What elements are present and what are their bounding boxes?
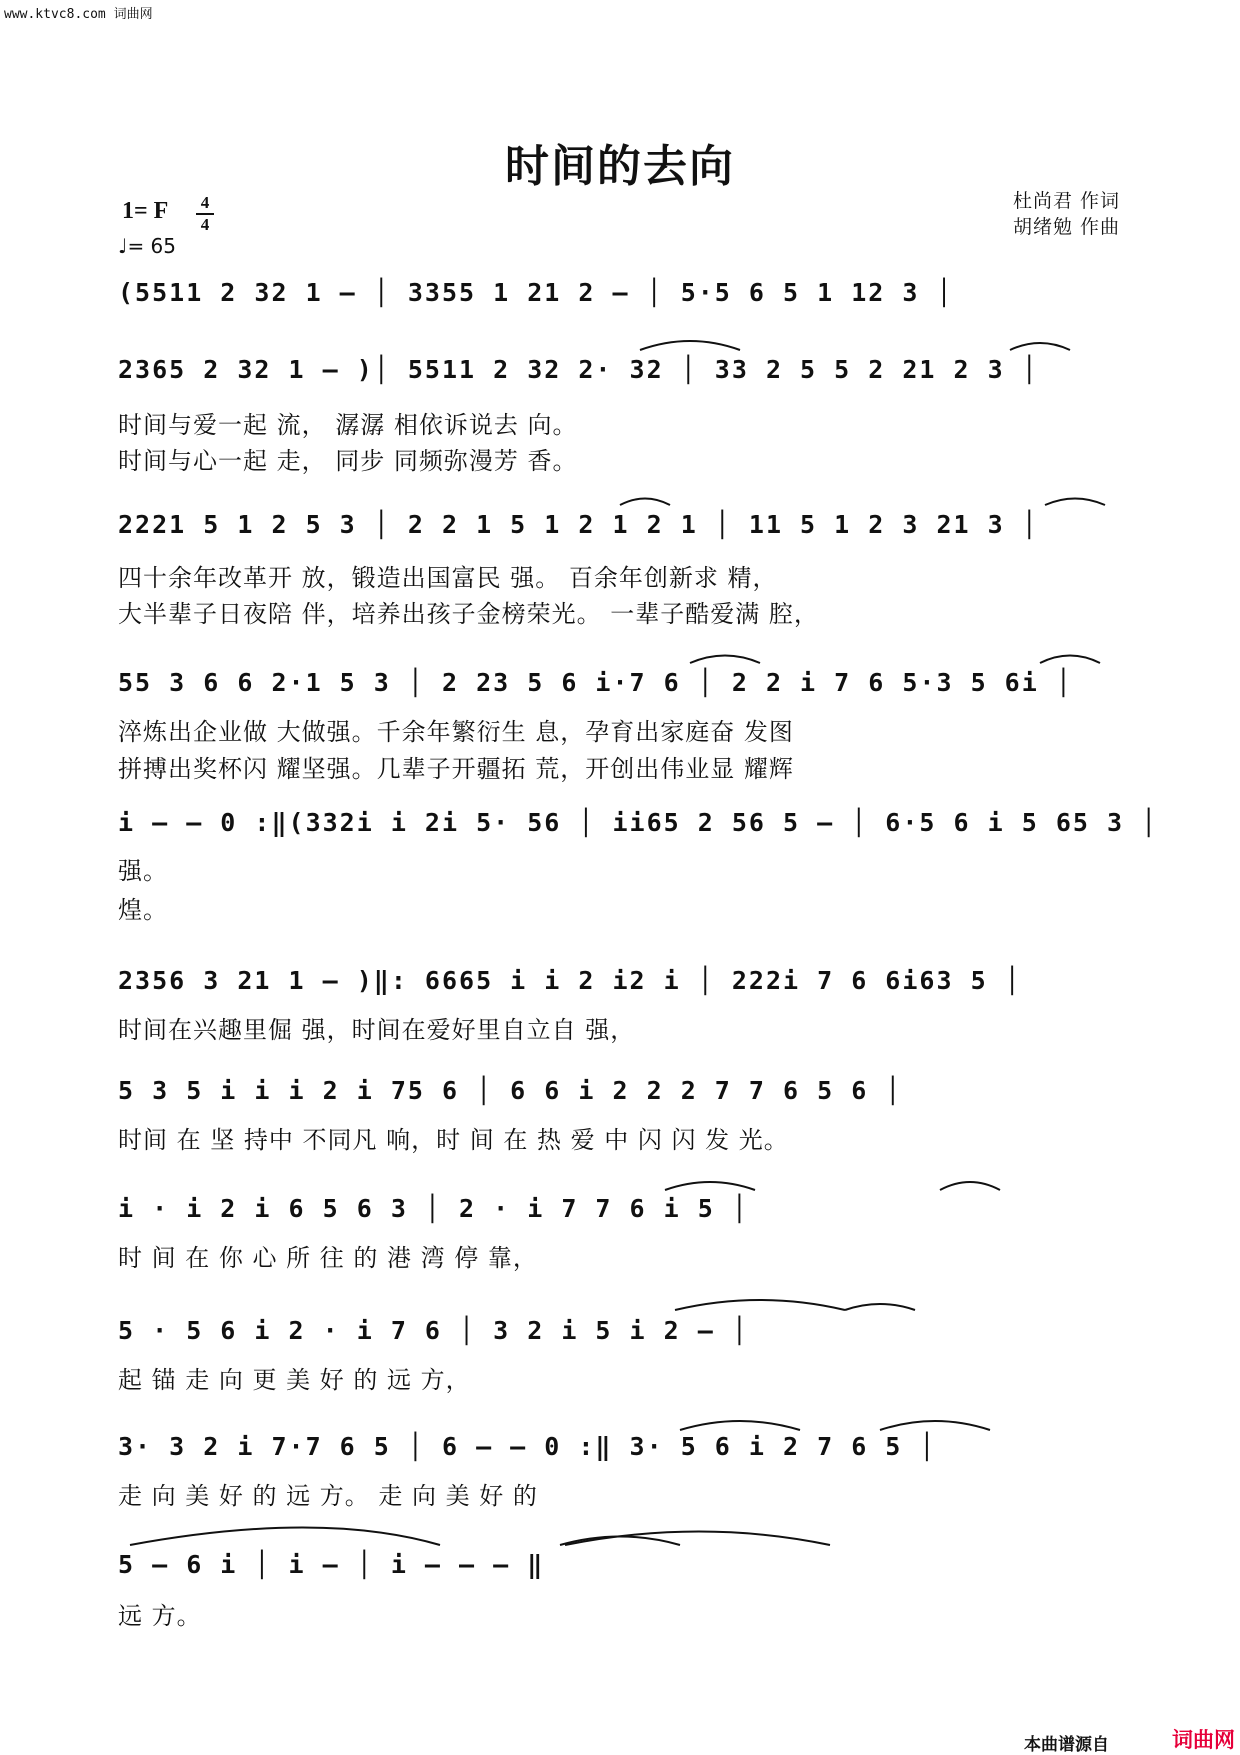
footer-source: 本曲谱源自 xyxy=(1024,1735,1109,1755)
lyric-line-4b: 拼搏出奖杯闪 耀坚强。几辈子开疆拓 荒，开创出伟业显 耀辉 xyxy=(118,755,794,783)
tempo-marking: ♩= 65 xyxy=(118,234,177,258)
lyric-line-5b: 煌。 xyxy=(118,896,168,924)
lyric-line-6a: 时间在兴趣里倔 强，时间在爱好里自立自 强， xyxy=(118,1016,636,1044)
song-title: 时间的去向 xyxy=(505,141,735,192)
notation-line-10: 3· 3 2 i 7·7 6 5 │ 6 – – 0 :‖ 3· 5 6 i 2 7 6 5 │ xyxy=(118,1432,937,1461)
site-watermark: www.ktvc8.com 词曲网 xyxy=(4,7,153,22)
lyric-line-3b: 大半辈子日夜陪 伴，培养出孩子金榜荣光。 一辈子酷爱满 腔， xyxy=(118,600,819,628)
notation-line-1: (5511 2 32 1 – │ 3355 1 21 2 – │ 5·5 6 5 1 12 3 │ xyxy=(118,278,954,307)
lyric-line-5a: 强。 xyxy=(118,857,168,885)
composer-credit: 胡绪勉 作曲 xyxy=(1012,216,1120,238)
notation-line-9: 5 · 5 6 i 2 · i 7 6 │ 3 2 i 5 i 2 – │ xyxy=(118,1316,749,1345)
lyric-line-4a: 淬炼出企业做 大做强。千余年繁衍生 息，孕育出家庭奋 发图 xyxy=(118,718,794,746)
lyric-line-11a: 远 方。 xyxy=(118,1602,202,1630)
notation-line-4: 55 3 6 6 2·1 5 3 │ 2 23 5 6 i·7 6 │ 2 2 i 7 6 5·3 5 6i │ xyxy=(118,668,1073,697)
notation-line-5: i – – 0 :‖(332i i 2i 5· 56 │ ii65 2 56 5 – │ 6·5 6 i 5 65 3 │ xyxy=(118,808,1159,837)
notation-line-2: 2365 2 32 1 – )│ 5511 2 32 2· 32 │ 33 2 5 5 2 21 2 3 │ xyxy=(118,355,1039,384)
lyric-line-7a: 时间 在 坚 持中 不同凡 响，时 间 在 热 爱 中 闪 闪 发 光。 xyxy=(118,1126,789,1154)
lyric-line-2a: 时间与爱一起 流， 潺潺 相依诉说去 向。 xyxy=(118,411,578,439)
time-signature-top: 4 xyxy=(200,193,210,212)
notation-line-8: i · i 2 i 6 5 6 3 │ 2 · i 7 7 6 i 5 │ xyxy=(118,1194,749,1223)
footer-brand: 词曲网 xyxy=(1172,1728,1235,1752)
lyricist-credit: 杜尚君 作词 xyxy=(1012,190,1120,212)
time-signature-bottom: 4 xyxy=(200,215,210,234)
lyric-line-10a: 走 向 美 好 的 远 方。 走 向 美 好 的 xyxy=(118,1482,538,1510)
notation-line-6: 2356 3 21 1 – )‖: 6665 i i 2 i2 i │ 222i 7 6 6i63 5 │ xyxy=(118,966,1022,995)
notation-line-3: 2221 5 1 2 5 3 │ 2 2 1 5 1 2 1 2 1 │ 11 5 1 2 3 21 3 │ xyxy=(118,510,1039,539)
key-signature: 1= F xyxy=(122,198,169,224)
quarter-note-icon: ♩ xyxy=(118,234,128,258)
notation-line-7: 5 3 5 i i i 2 i 75 6 │ 6 6 i 2 2 2 7 7 6 5 6 │ xyxy=(118,1076,903,1105)
lyric-line-9a: 起 锚 走 向 更 美 好 的 远 方， xyxy=(118,1366,471,1394)
notation-line-11: 5 – 6 i │ i – │ i – – – ‖ xyxy=(118,1550,545,1579)
lyric-line-2b: 时间与心一起 走， 同步 同频弥漫芳 香。 xyxy=(118,447,578,475)
lyric-line-3a: 四十余年改革开 放，锻造出国富民 强。 百余年创新求 精， xyxy=(118,564,778,592)
lyric-line-8a: 时 间 在 你 心 所 往 的 港 湾 停 靠， xyxy=(118,1244,538,1272)
